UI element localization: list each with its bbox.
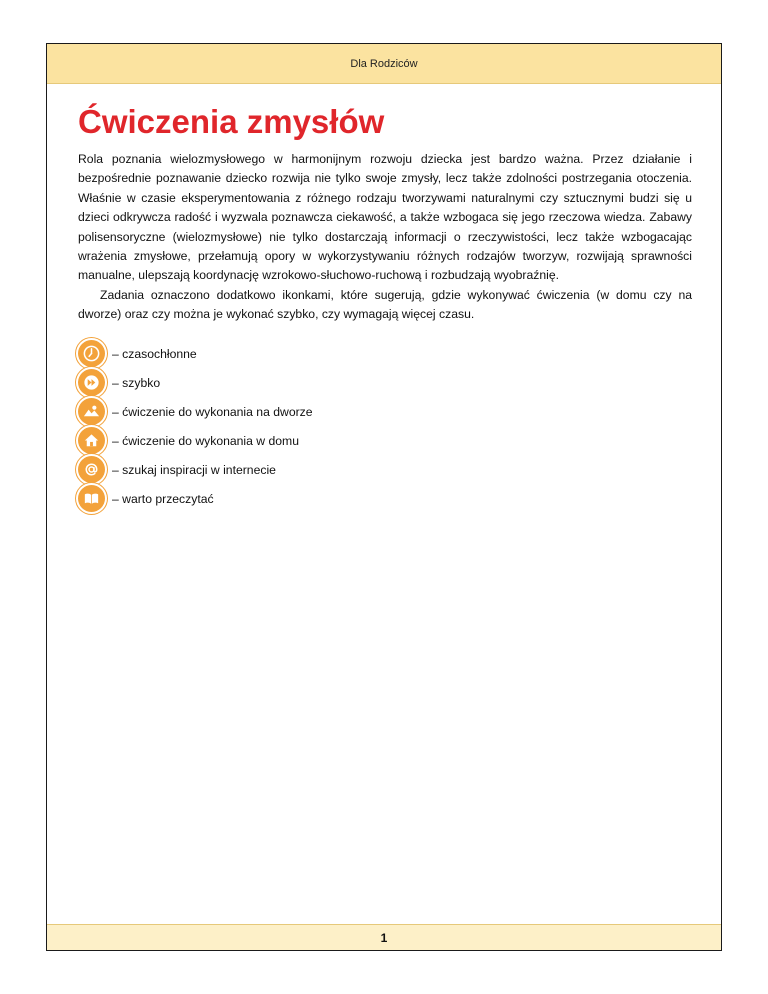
legend-item-quick <box>78 368 478 397</box>
legend-item-time-consuming <box>78 339 478 368</box>
outdoor-icon <box>78 398 105 425</box>
legend-item-internet <box>78 455 478 484</box>
at-sign-icon <box>78 456 105 483</box>
fast-forward-icon <box>78 369 105 396</box>
paragraph-2: Zadania oznaczono dodatkowo ikonkami, które sugerują, gdzie wykonywać ćwiczenia (w domu czy na dworze) oraz czy można je wykonać szybko, czy wymagają więcej czasu. <box>78 287 692 322</box>
legend-label: – ćwiczenie do wykonania na dworze <box>112 404 313 419</box>
clock-icon <box>78 340 105 367</box>
page-number: 1 <box>380 930 388 945</box>
header-label: Dla Rodziców <box>350 57 418 70</box>
legend-item-reading <box>78 484 478 513</box>
legend-label: – szybko <box>112 375 161 390</box>
intro-text <box>78 150 692 325</box>
legend-label: – szukaj inspiracji w internecie <box>112 462 276 477</box>
legend-label: – czasochłonne <box>112 346 197 361</box>
running-header <box>47 44 721 84</box>
icon-legend <box>78 339 478 513</box>
paragraph-1: Rola poznania wielozmysłowego w harmonijnym rozwoju dziecka jest bardzo ważna. Przez działanie i bezpośrednie poznawanie dziecko rozwija nie tylko swoje zmysły, lecz także zdolności postrzegania otoczenia. Właśnie w czasie eksperymentowania z różnego rodzaju tworzywami naturalnymi czy sztucznymi budzi się u dzieci odkrywcza radość i wyzwala poznawcza ciekawość, a także wzbogaca się jego rzeczowa wiedza. Zabawy polisensoryczne (wielozmysłowe) nie tylko dostarczają informacji o rzeczywistości, lecz także wzbogacając wrażenia zmysłowe, przełamują opory w wykorzystywaniu różnych rodzajów tworzyw, rozwijają sprawności manualne, ulepszają koordynację wzrokowo-słuchowo-ruchową i rozbudzają wyobraźnię. <box>78 152 692 283</box>
legend-label: – warto przeczytać <box>112 491 214 506</box>
book-icon <box>78 485 105 512</box>
page-footer <box>47 924 721 950</box>
legend-label: – ćwiczenie do wykonania w domu <box>112 433 299 448</box>
legend-item-outdoor <box>78 397 478 426</box>
house-icon <box>78 427 105 454</box>
page-title: Ćwiczenia zmysłów <box>78 103 385 140</box>
page-frame <box>46 43 722 951</box>
legend-item-indoor <box>78 426 478 455</box>
